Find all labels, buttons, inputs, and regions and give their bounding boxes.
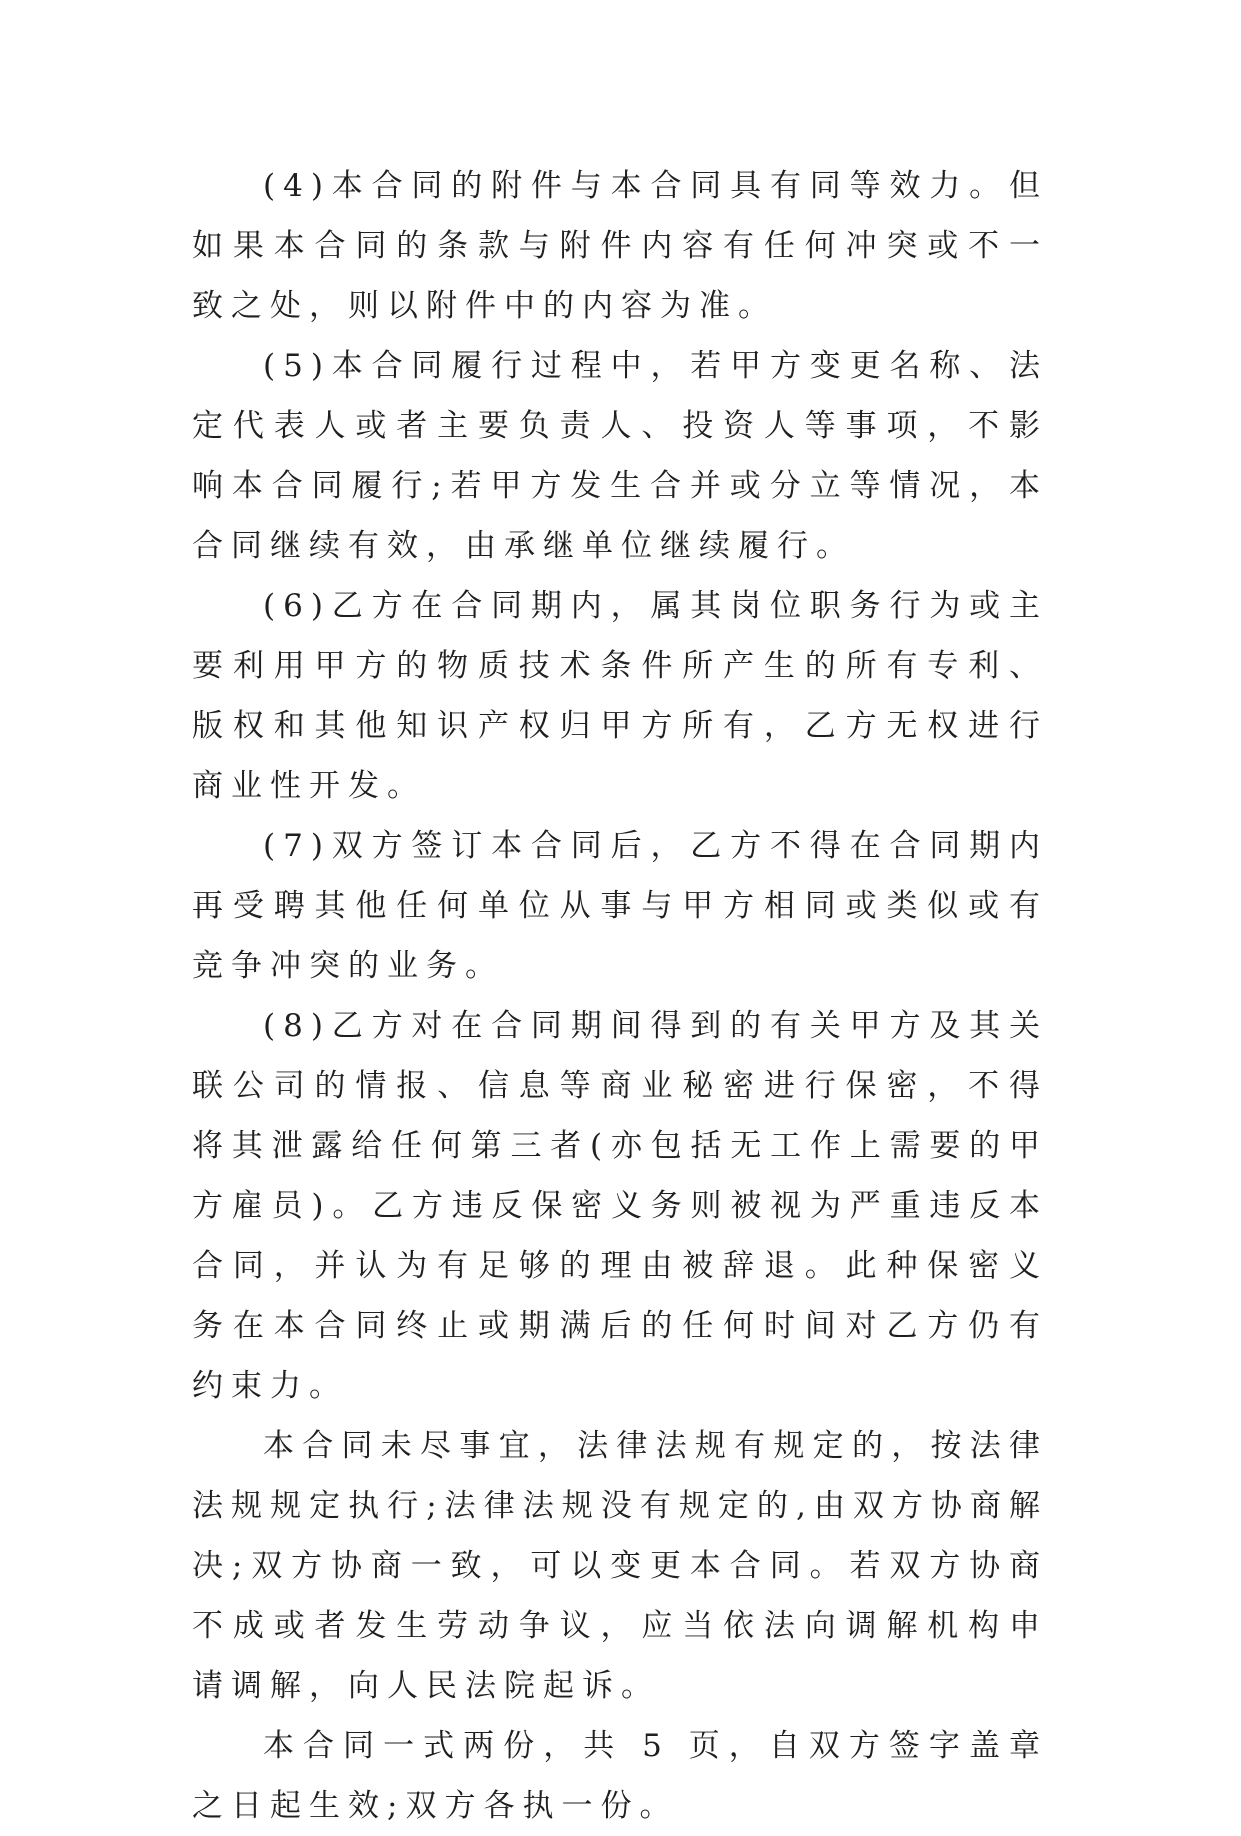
paragraph-clause-6: (6)乙方在合同期内，属其岗位职务行为或主要利用甲方的物质技术条件所产生的所有专利、版权和其他知识产权归甲方所有，乙方无权进行商业性开发。 <box>192 588 1048 804</box>
paragraph-clause-4: (4)本合同的附件与本合同具有同等效力。但如果本合同的条款与附件内容有任何冲突或不一致之处，则以附件中的内容为准。 <box>192 168 1048 324</box>
paragraph-clause-8: (8)乙方对在合同期间得到的有关甲方及其关联公司的情报、信息等商业秘密进行保密，不得将其泄露给任何第三者(亦包括无工作上需要的甲方雇员)。乙方违反保密义务则被视为严重违反本合同，并认为有足够的理由被辞退。此种保密义务在本合同终止或期满后的任何时间对乙方仍有约束力。 <box>192 1008 1048 1404</box>
paragraph-clause-5: (5)本合同履行过程中，若甲方变更名称、法定代表人或者主要负责人、投资人等事项，不影响本合同履行;若甲方发生合并或分立等情况，本合同继续有效，由承继单位继续履行。 <box>192 348 1048 564</box>
contract-body <box>192 156 1048 1836</box>
paragraph-clause-7: (7)双方签订本合同后，乙方不得在合同期内再受聘其他任何单位从事与甲方相同或类似或有竞争冲突的业务。 <box>192 828 1048 984</box>
paragraph-copies-effective: 本合同一式两份，共 5 页，自双方签字盖章之日起生效;双方各执一份。 <box>192 1728 1048 1824</box>
paragraph-unresolved-matters: 本合同未尽事宜，法律法规有规定的，按法律法规规定执行;法律法规没有规定的,由双方协商解决;双方协商一致，可以变更本合同。若双方协商不成或者发生劳动争议，应当依法向调解机构申请调解，向人民法院起诉。 <box>192 1428 1048 1704</box>
